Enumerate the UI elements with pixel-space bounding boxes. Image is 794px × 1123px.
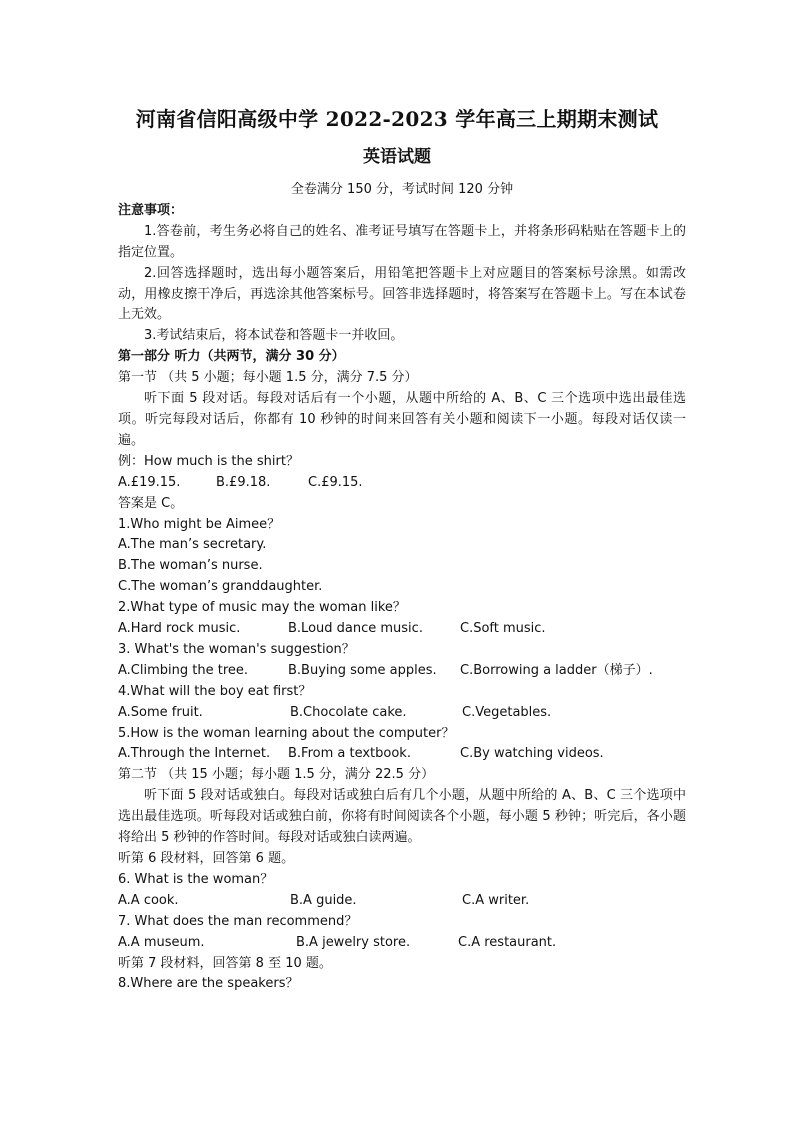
- question-5-option-b: B.From a textbook.: [288, 746, 411, 762]
- question-3-option-a: A.Climbing the tree.: [118, 662, 248, 678]
- notice-item-2: 2.回答选择题时，选出每小题答案后，用铅笔把答题卡上对应题目的答案标号涂黑。如需改动，用橡皮擦干净后，再选涂其他答案标号。回答非选择题时，将答案写在答题卡上。写在本试卷上无效。: [118, 265, 686, 323]
- material-6-note: 听第 6 段材料，回答第 6 题。: [118, 851, 295, 866]
- question-1: 1.Who might be Aimee？: [118, 516, 281, 532]
- question-4-option-c: C.Vegetables.: [462, 704, 552, 720]
- question-4: 4.What will the boy eat first？: [118, 683, 312, 699]
- example-question: 例：How much is the shirt？: [118, 453, 299, 469]
- section2-instructions: 听下面 5 段对话或独白。每段对话或独白后有几个小题，从题中所给的 A、B、C 三个选项中选出最佳选项。听每段对话或独白前，你将有时间阅读各个小题，每小题 5 秒钟；听完后，各小题将给出 5 秒钟的作答时间。每段对话或独白读两遍。: [118, 788, 686, 846]
- question-6-option-c: C.A writer.: [462, 892, 530, 908]
- notice-heading: 注意事项：: [118, 202, 184, 218]
- question-2-option-b: B.Loud dance music.: [288, 621, 423, 637]
- question-3-options: [118, 661, 686, 682]
- question-5: 5.How is the woman learning about the computer？: [118, 725, 455, 741]
- example-option-c: C.£9.15.: [308, 474, 363, 490]
- subject-title: 英语试题: [363, 147, 431, 167]
- notice-item-1: 1.答卷前，考生务必将自己的姓名、准考证号填写在答题卡上，并将条形码粘贴在答题卡上的指定位置。: [118, 223, 686, 260]
- example-options: [118, 473, 686, 494]
- example-option-b: B.£9.18.: [216, 474, 271, 490]
- question-6-option-a: A.A cook.: [118, 892, 179, 908]
- question-3-option-c: C.Borrowing a ladder（梯子）.: [460, 662, 653, 678]
- question-2-option-a: A.Hard rock music.: [118, 621, 241, 637]
- question-3: 3. What's the woman's suggestion？: [118, 641, 355, 657]
- score-time-info: 全卷满分 150 分，考试时间 120 分钟: [290, 182, 514, 197]
- question-3-option-b: B.Buying some apples.: [288, 662, 437, 678]
- question-4-option-b: B.Chocolate cake.: [290, 704, 407, 720]
- question-6: 6. What is the woman？: [118, 871, 274, 887]
- question-6-option-b: B.A guide.: [290, 892, 357, 908]
- part1-heading: 第一部分 听力（共两节，满分 30 分）: [118, 349, 345, 365]
- question-5-option-a: A.Through the Internet.: [118, 746, 271, 762]
- question-2-options: [118, 619, 686, 640]
- question-7-option-c: C.A restaurant.: [458, 934, 557, 950]
- section1-heading: 第一节 （共 5 小题；每小题 1.5 分，满分 7.5 分）: [118, 370, 418, 386]
- question-7-option-a: A.A museum.: [118, 934, 205, 950]
- question-7-options: [118, 933, 686, 954]
- question-1-option-c: C.The woman’s granddaughter.: [118, 579, 323, 595]
- question-7: 7. What does the man recommend？: [118, 913, 358, 929]
- example-option-a: A.£19.15.: [118, 474, 181, 490]
- material-7-note: 听第 7 段材料，回答第 8 至 10 题。: [118, 955, 332, 971]
- question-2: 2.What type of music may the woman like？: [118, 600, 406, 616]
- exam-content: [118, 180, 686, 995]
- question-8: 8.Where are the speakers？: [118, 976, 299, 992]
- question-7-option-b: B.A jewelry store.: [296, 934, 411, 950]
- section1-instructions: 听下面 5 段对话。每段对话后有一个小题，从题中所给的 A、B、C 三个选项中选出最佳选项。听完每段对话后，你都有 10 秒钟的时间来回答有关小题和阅读下一小题。每段对话仅读一遍。: [118, 391, 686, 448]
- question-4-options: [118, 703, 686, 724]
- question-4-option-a: A.Some fruit.: [118, 704, 203, 720]
- notice-item-3: 3.考试结束后，将本试卷和答题卡一并收回。: [144, 328, 404, 344]
- question-1-option-b: B.The woman’s nurse.: [118, 558, 263, 574]
- question-5-options: [118, 744, 686, 765]
- question-2-option-c: C.Soft music.: [460, 621, 546, 637]
- question-1-option-a: A.The man’s secretary.: [118, 537, 267, 553]
- example-answer: 答案是 C。: [118, 495, 184, 511]
- question-6-options: [118, 891, 686, 912]
- section2-heading: 第二节 （共 15 小题；每小题 1.5 分，满分 22.5 分）: [118, 767, 435, 783]
- exam-title: 河南省信阳高级中学 2022-2023 学年高三上期期末测试: [135, 107, 659, 131]
- question-5-option-c: C.By watching videos.: [460, 746, 604, 762]
